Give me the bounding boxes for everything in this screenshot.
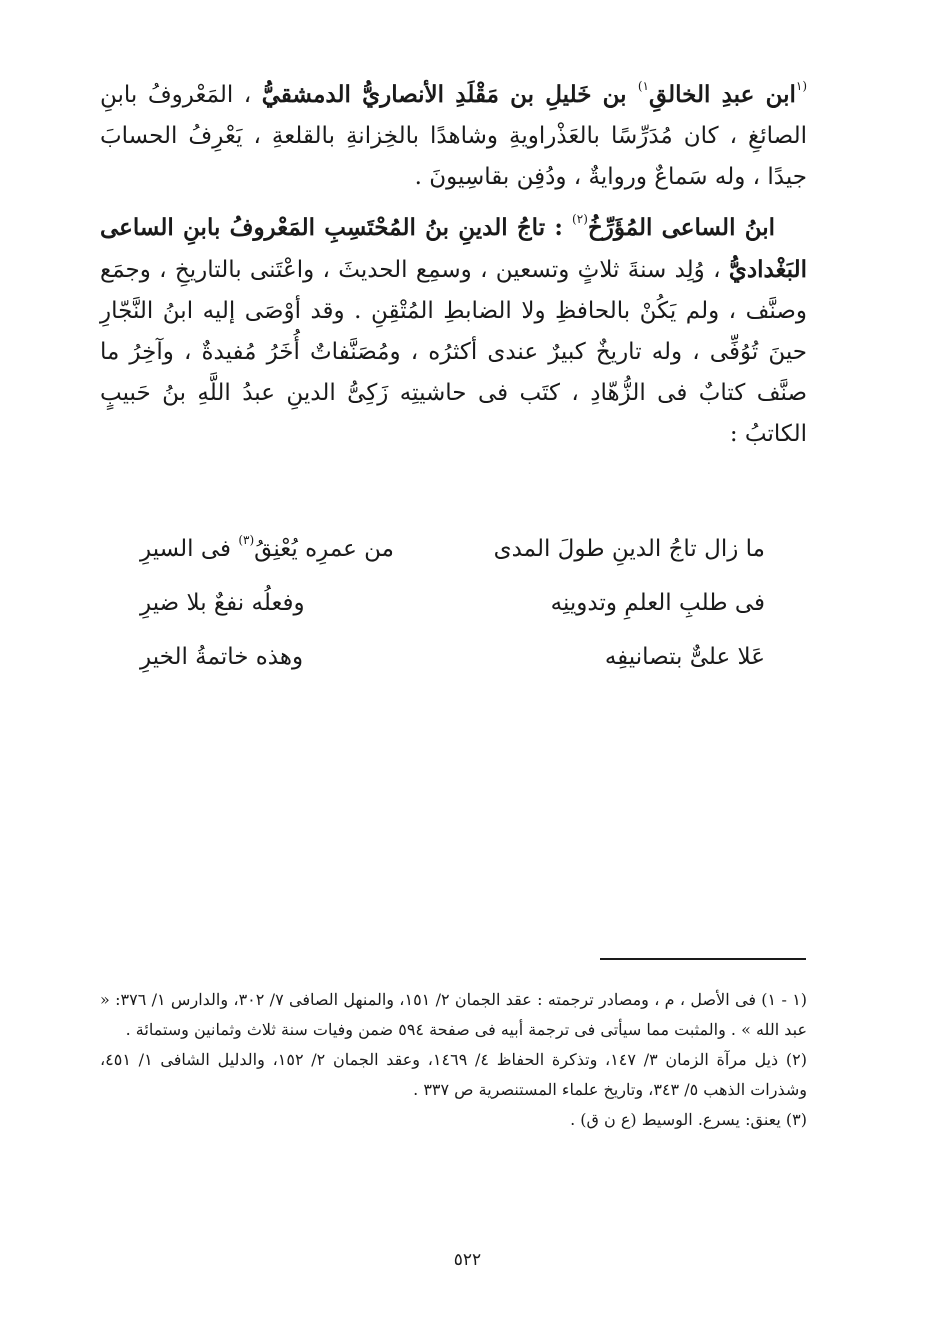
note-marker: (١ [795,79,808,93]
hemistich-text: فى السيرِ [140,536,239,562]
poem-verse [140,522,765,576]
first-hemistich: عَلا علىٌّ بتصانيفِه [604,644,765,670]
first-hemistich: فى طلبِ العلمِ وتدوينِه [550,590,765,616]
first-hemistich: ما زال تاجُ الدينِ طولَ المدى [493,536,765,562]
second-hemistich: وهذه خاتمةُ الخيرِ [140,644,304,670]
footnote: (٢) ذيل مرآة الزمان ٣/ ١٤٧، وتذكرة الحفاظ ٤/ ١٤٦٩، وعقد الجمان ٢/ ١٥٢، والدليل الشافى ١/ ٤٥١، وشذرات الذهب ٥/ ٣٤٣، وتاريخ علماء المستنصرية ص ٣٣٧ . [100,1050,807,1099]
entry-name-rest: بن خَليلِ بن مَقْلَدِ الأنصاريُّ الدمشقيُّ [261,81,638,108]
note-marker: (٣) [238,533,255,547]
second-hemistich: وفعلُه نفعٌ بلا ضيرِ [140,590,305,616]
second-hemistich [140,522,394,576]
entry-paragraph [100,207,807,455]
entry-name: ابن عبدِ الخالقِ [648,81,796,108]
footnote-separator [600,958,806,960]
entry-name: ابنُ الساعى المُؤَرِّخُ [587,214,775,241]
poem [140,522,765,684]
footnotes [100,985,807,1135]
entry-name-rest: : تاجُ الدينِ بنُ المُحْتَسِبِ المَعْروفُ بابنِ الساعى البَغْداديُّ [100,214,807,283]
poem-verse [140,576,765,630]
note-marker: (٢) [572,212,588,226]
entry-text: ، وُلِد سنةَ ثلاثٍ وتسعين ، وسمِع الحديثَ ، واعْتَنى بالتاريخِ ، وجمَع وصنَّف ، ولم يَكُنْ بالحافظِ ولا الضابطِ المُتْقِنِ . وقد أوْصَى إليه ابنُ النَّجّارِ حينَ تُوُفِّى ، وله تاريخٌ كبيرٌ عندى أكثرُه ، ومُصَنَّفاتٌ أُخَرُ مُفيدةٌ ، وآخِرُ ما صنَّف كتابٌ فى الزُّهّادِ ، كتَب فى حاشيتِه زَكِىُّ الدينِ عبدُ اللَّهِ بنُ حَبيبٍ الكاتبُ : [100,257,807,447]
poem-verse [140,630,765,684]
main-text [100,74,807,464]
footnote: (١ - ١) فى الأصل ، م ، ومصادر ترجمته : عقد الجمان ٢/ ١٥١، والمنهل الصافى ٧/ ٣٠٢، والدارس ١/ ٣٧٦: « عبد الله » . والمثبت مما سيأتى فى ترجمة أبيه فى صفحة ٥٩٤ ضمن وفيات سنة ثلاث وثمانين وستمائة . [100,990,808,1039]
hemistich-text: من عمرِه يُعْنِقُ [254,536,395,562]
footnote: (٣) يعنق: يسرع. الوسيط (ع ن ق) . [570,1110,807,1129]
note-marker: ١) [637,79,649,93]
entry-text: ، المَعْروفُ بابنِ الصائغِ ، كان مُدَرِّسًا بالعَذْراويةِ وشاهدًا بالخِزانةِ بالقلعةِ ، يَعْرِفُ الحسابَ جيدًا ، وله سَماعٌ وروايةٌ ، ودُفِن بقاسِيونَ . [100,82,807,190]
page-number: ٥٢٢ [453,1250,482,1270]
entry-paragraph [100,74,807,198]
